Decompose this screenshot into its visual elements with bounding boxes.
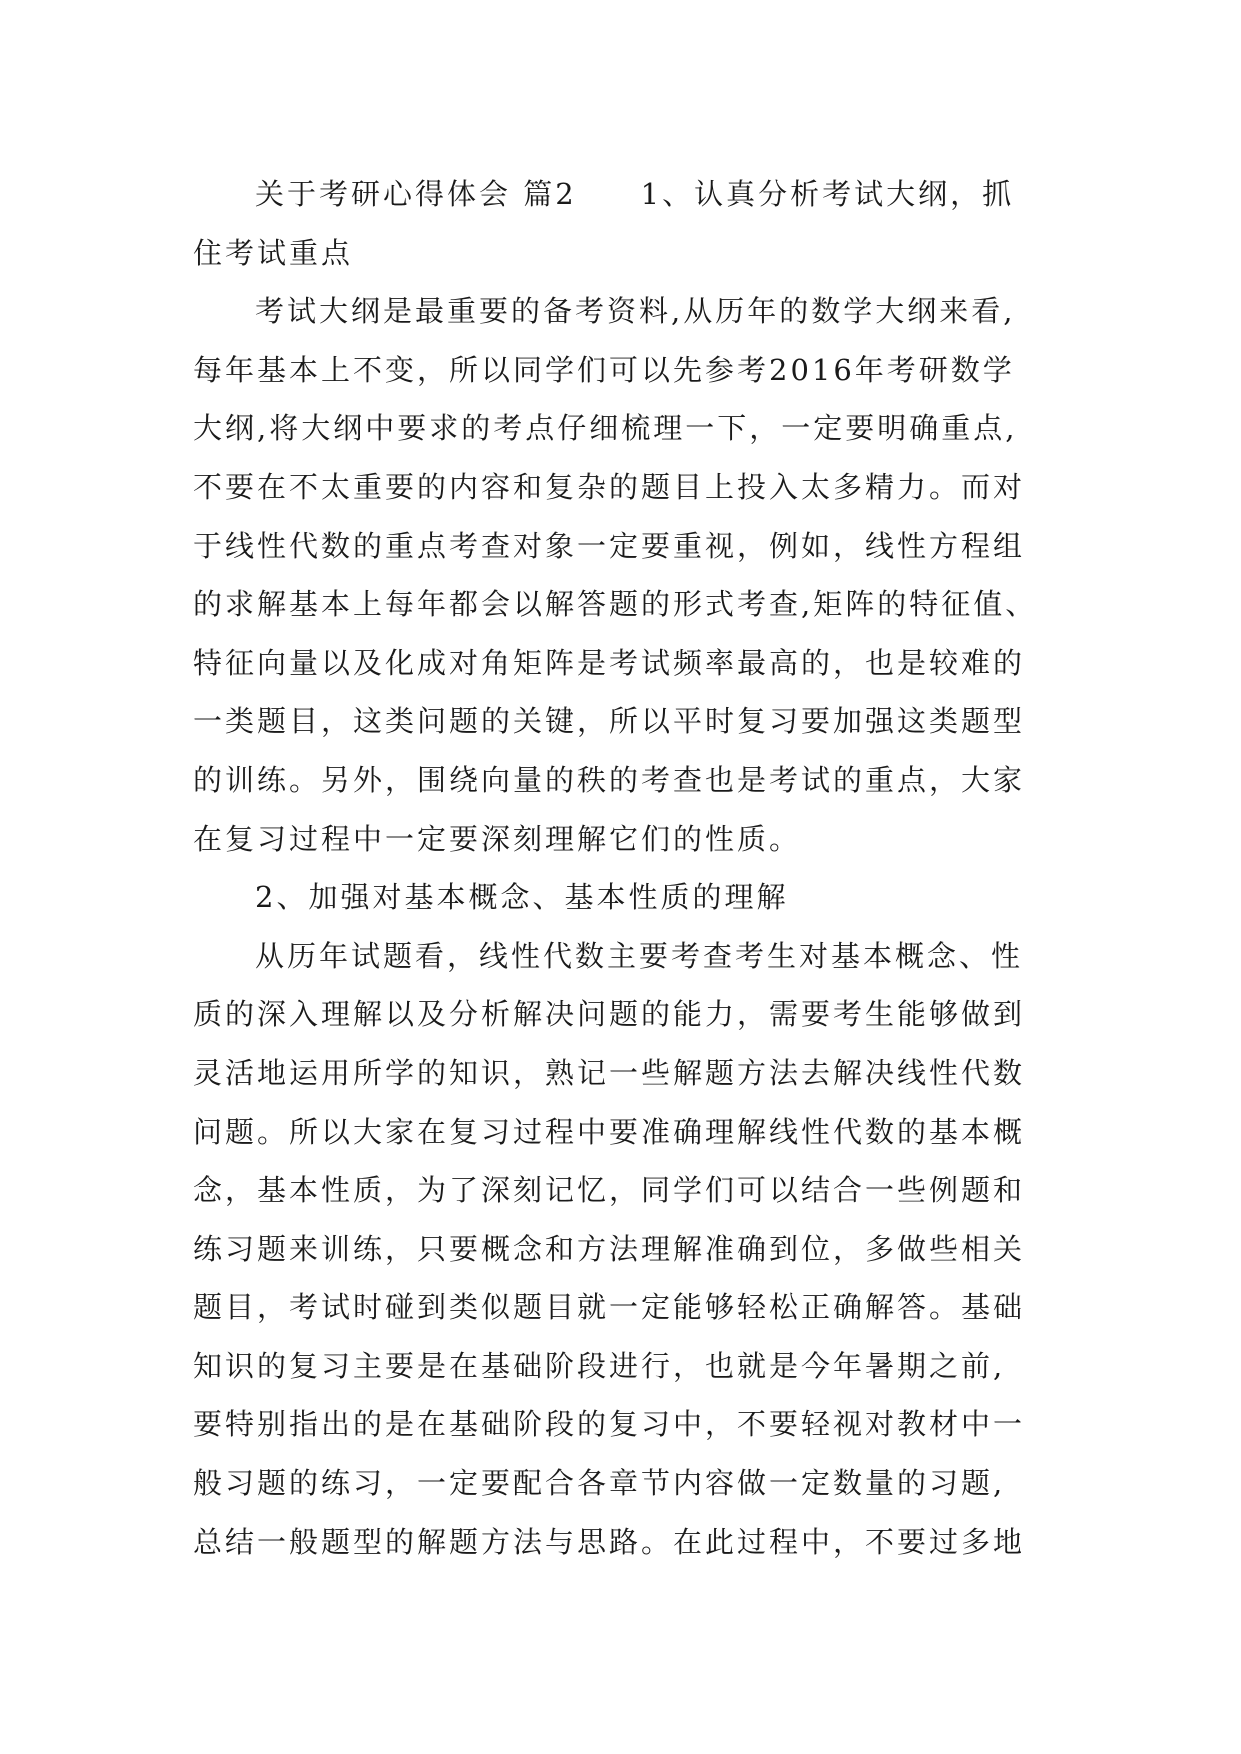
- text-line: 不要在不太重要的内容和复杂的题目上投入太多精力。而对: [193, 469, 1026, 504]
- text-line: 在复习过程中一定要深刻理解它们的性质。: [193, 821, 802, 856]
- text-line: 练习题来训练，只要概念和方法理解准确到位，多做些相关: [193, 1231, 1026, 1266]
- text-line: 的求解基本上每年都会以解答题的形式考查,矩阵的特征值、: [193, 587, 1038, 622]
- text-line: 特征向量以及化成对角矩阵是考试频率最高的，也是较难的: [193, 645, 1026, 680]
- text-line: 念，基本性质，为了深刻记忆，同学们可以结合一些例题和: [193, 1173, 1026, 1208]
- text-line: 的训练。另外，围绕向量的秩的考查也是考试的重点，大家: [193, 762, 1026, 797]
- text-line: 一类题目，这类问题的关键，所以平时复习要加强这类题型: [193, 704, 1026, 739]
- text-line: 2、加强对基本概念、基本性质的理解: [255, 880, 789, 915]
- text-line: 总结一般题型的解题方法与思路。在此过程中，不要过多地: [193, 1524, 1026, 1559]
- text-line: 问题。所以大家在复习过程中要准确理解线性代数的基本概: [193, 1114, 1026, 1149]
- text-line: 关于考研心得体会 篇2 1、认真分析考试大纲，抓: [255, 177, 1015, 211]
- text-line: 灵活地运用所学的知识，熟记一些解题方法去解决线性代数: [193, 1055, 1026, 1090]
- text-line: 每年基本上不变，所以同学们可以先参考2016年考研数学: [193, 352, 1015, 387]
- text-line: 质的深入理解以及分析解决问题的能力，需要考生能够做到: [193, 997, 1026, 1032]
- text-line: 住考试重点: [193, 235, 354, 270]
- text-line: 考试大纲是最重要的备考资料,从历年的数学大纲来看,: [255, 294, 1016, 329]
- document-body: [193, 165, 1053, 1571]
- text-line: 知识的复习主要是在基础阶段进行，也就是今年暑期之前,: [193, 1348, 1006, 1383]
- text-line: 于线性代数的重点考查对象一定要重视，例如，线性方程组: [193, 528, 1026, 563]
- text-line: 题目，考试时碰到类似题目就一定能够轻松正确解答。基础: [193, 1290, 1026, 1325]
- text-line: 大纲,将大纲中要求的考点仔细梳理一下，一定要明确重点,: [193, 411, 1018, 446]
- text-line: 要特别指出的是在基础阶段的复习中，不要轻视对教材中一: [193, 1407, 1026, 1442]
- text-line: 从历年试题看，线性代数主要考查考生对基本概念、性: [255, 938, 1024, 973]
- text-line: 般习题的练习，一定要配合各章节内容做一定数量的习题,: [193, 1466, 1006, 1501]
